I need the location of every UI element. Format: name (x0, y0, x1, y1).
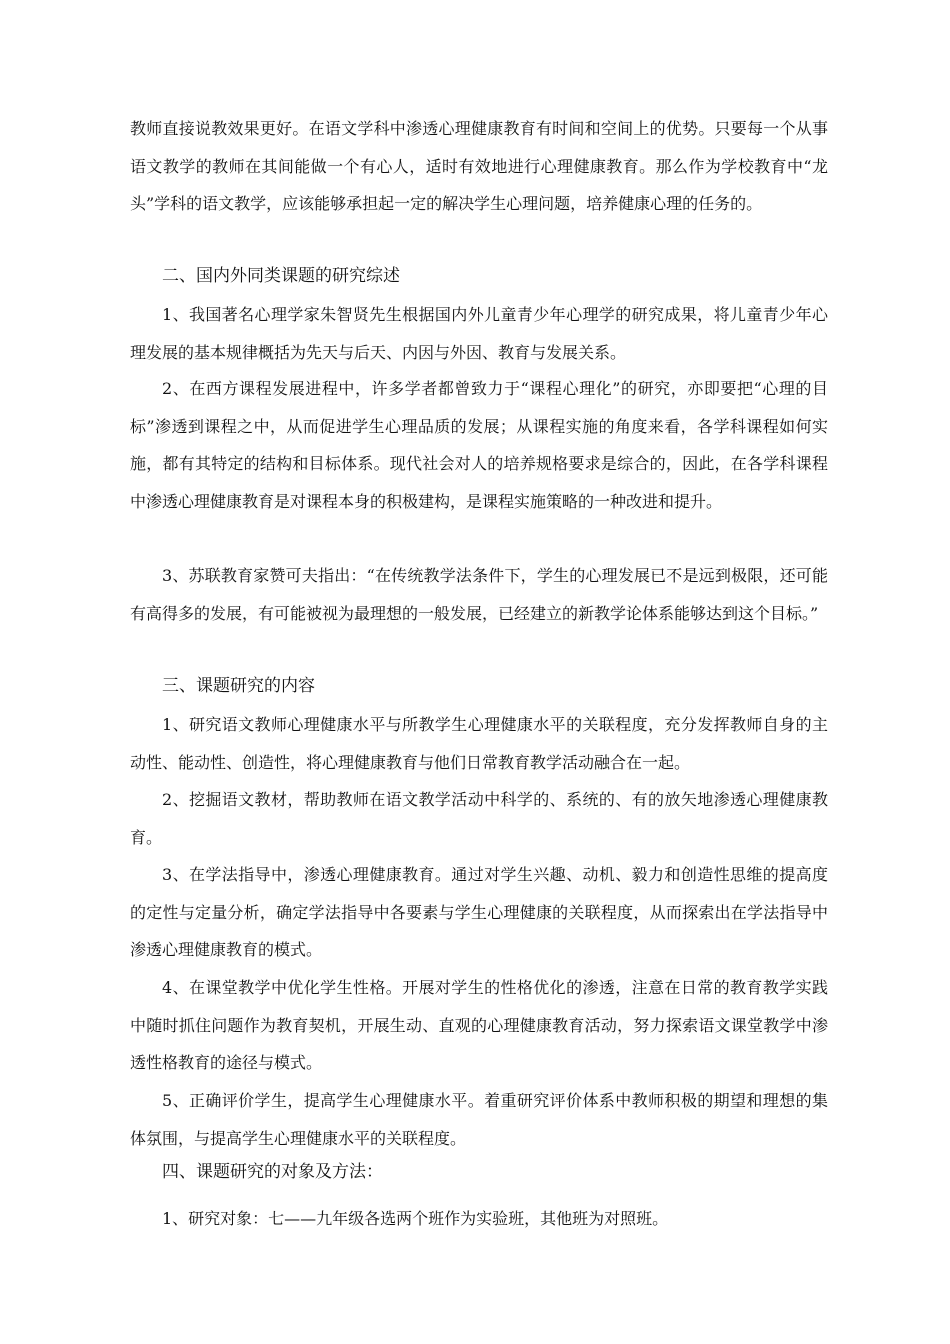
review-item-2: 2、在西方课程发展进程中，许多学者都曾致力于“课程心理化”的研究，亦即要把“心理的目标”渗透到课程之中，从而促进学生心理品质的发展；从课程实施的角度来看，各学科课程如何实施，都有其特定的结构和目标体系。现代社会对人的培养规格要求是综合的，因此，在各学科课程中渗透心理健康教育是对课程本身的积极建构，是课程实施策略的一种改进和提升。 (130, 379, 828, 511)
review-item-3: 3、苏联教育家赞可夫指出：“在传统教学法条件下，学生的心理发展已不是远到极限，还可能有高得多的发展，有可能被视为最理想的一般发展，已经建立的新教学论体系能够达到这个目标。” (130, 566, 828, 623)
content-item-1: 1、研究语文教师心理健康水平与所教学生心理健康水平的关联程度，充分发挥教师自身的主动性、能动性、创造性，将心理健康教育与他们日常教育教学活动融合在一起。 (130, 715, 828, 772)
content-item-3: 3、在学法指导中，渗透心理健康教育。通过对学生兴趣、动机、毅力和创造性思维的提高度的定性与定量分析，确定学法指导中各要素与学生心理健康的关联程度，从而探索出在学法指导中渗透心理健康教育的模式。 (130, 865, 828, 959)
content-item-2: 2、挖掘语文教材，帮助教师在语文教学活动中科学的、系统的、有的放矢地渗透心理健康教育。 (130, 790, 828, 847)
section-heading-review: 二、国内外同类课题的研究综述 (162, 266, 400, 286)
content-item-4: 4、在课堂教学中优化学生性格。开展对学生的性格优化的渗透，注意在日常的教育教学实践中随时抓住问题作为教育契机，开展生动、直观的心理健康教育活动，努力探索语文课堂教学中渗透性格教育的途径与模式。 (130, 978, 828, 1072)
section-heading-subjects: 四、课题研究的对象及方法： (162, 1162, 383, 1182)
intro-paragraph: 教师直接说教效果更好。在语文学科中渗透心理健康教育有时间和空间上的优势。只要每一个从事语文教学的教师在其间能做一个有心人，适时有效地进行心理健康教育。那么作为学校教育中“龙头”学科的语文教学，应该能够承担起一定的解决学生心理问题，培养健康心理的任务的。 (130, 119, 828, 213)
section-heading-content: 三、课题研究的内容 (162, 676, 315, 696)
content-item-5: 5、正确评价学生，提高学生心理健康水平。着重研究评价体系中教师积极的期望和理想的集体氛围，与提高学生心理健康水平的关联程度。 (130, 1091, 828, 1148)
subjects-item-1: 1、研究对象：七——九年级各选两个班作为实验班，其他班为对照班。 (162, 1209, 669, 1228)
review-item-1: 1、我国著名心理学家朱智贤先生根据国内外儿童青少年心理学的研究成果，将儿童青少年心理发展的基本规律概括为先天与后天、内因与外因、教育与发展关系。 (130, 305, 828, 362)
